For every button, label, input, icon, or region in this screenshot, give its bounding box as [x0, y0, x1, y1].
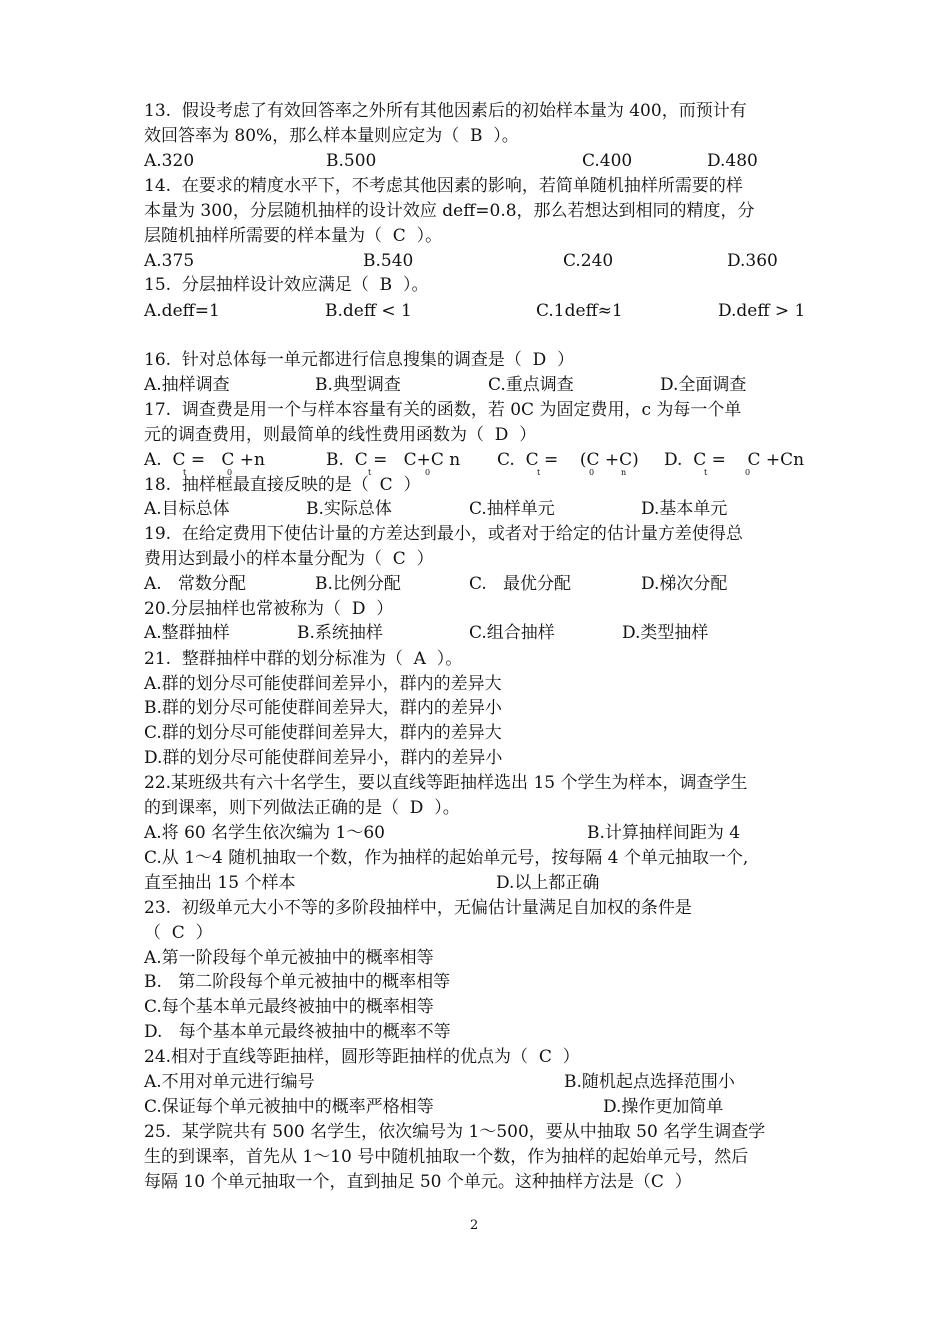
question-15-option-a: A.deff=1	[144, 301, 220, 321]
question-21-line-1: 21. 整群抽样中群的划分标准为（ A ）。	[144, 649, 463, 669]
question-23-option-d: D. 每个基本单元最终被抽中的概率不等	[144, 1022, 451, 1042]
formula-subscript: t	[183, 468, 187, 477]
question-19-option-c: C. 最优分配	[469, 574, 572, 594]
question-20-option-c: C.组合抽样	[469, 623, 555, 643]
question-21-option-d: D.群的划分尽可能使群间差异小，群内的差异小	[144, 748, 503, 768]
question-14-line-1: 14. 在要求的精度水平下，不考虑其他因素的影响，若简单随机抽样所需要的样	[144, 176, 743, 196]
question-18-option-c: C.抽样单元	[469, 499, 555, 519]
question-15-option-d: D.deff > 1	[718, 301, 806, 321]
question-22-option-d: D.以上都正确	[496, 873, 600, 893]
question-23-option-c: C.每个基本单元最终被抽中的概率相等	[144, 997, 434, 1017]
question-23-option-b: B. 第二阶段每个单元被抽中的概率相等	[144, 972, 451, 992]
question-20-option-b: B.系统抽样	[297, 623, 383, 643]
question-22-option-c-continued: 直至抽出 15 个样本	[144, 873, 296, 893]
question-17-option-b: B. C = C+C n	[326, 450, 461, 470]
formula-subscript: n	[621, 468, 627, 477]
question-22-line-1: 22.某班级共有六十名学生，要以直线等距抽样选出 15 个学生为样本，调查学生	[144, 773, 748, 793]
formula-subscript: 0	[227, 468, 233, 477]
question-19-line-1: 19. 在给定费用下使估计量的方差达到最小，或者对于给定的估计量方差使得总	[144, 524, 743, 544]
question-14-option-b: B.540	[363, 251, 414, 271]
question-13-line-1: 13. 假设考虑了有效回答率之外所有其他因素后的初始样本量为 400，而预计有	[144, 101, 747, 121]
formula-subscript: t	[704, 468, 708, 477]
question-23-option-a: A.第一阶段每个单元被抽中的概率相等	[144, 948, 434, 968]
question-22-option-c: C.从 1～4 随机抽取一个数，作为抽样的起始单元号，按每隔 4 个单元抽取一个,	[144, 848, 749, 868]
question-19-option-a: A. 常数分配	[144, 574, 246, 594]
question-25-line-2: 生的到课率，首先从 1～10 号中随机抽取一个数，作为抽样的起始单元号，然后	[144, 1147, 749, 1167]
page-number: 2	[470, 1218, 479, 1233]
question-18-option-d: D.基本单元	[641, 499, 728, 519]
question-19-line-2: 费用达到最小的样本量分配为（ C ）	[144, 549, 434, 569]
question-14-option-c: C.240	[563, 251, 614, 271]
question-19-option-b: B.比例分配	[315, 574, 401, 594]
question-16-option-c: C.重点调查	[488, 375, 574, 395]
formula-subscript: 0	[745, 468, 751, 477]
question-15-option-c: C.1deff≈1	[536, 301, 623, 321]
question-24-option-d: D.操作更加简单	[603, 1097, 724, 1117]
question-16-line-1: 16. 针对总体每一单元都进行信息搜集的调查是（ D ）	[144, 350, 575, 370]
formula-subscript: 0	[589, 468, 595, 477]
question-20-option-d: D.类型抽样	[622, 623, 709, 643]
question-20-option-a: A.整群抽样	[144, 623, 230, 643]
question-20-line-1: 20.分层抽样也常被称为（ D ）	[144, 599, 394, 619]
question-24-option-b: B.随机起点选择范围小	[564, 1072, 735, 1092]
question-13-option-a: A.320	[144, 151, 195, 171]
question-13-line-2: 效回答率为 80%，那么样本量则应定为（ B ）。	[144, 126, 519, 146]
question-22-option-b: B.计算抽样间距为 4	[587, 823, 741, 843]
question-14-option-d: D.360	[727, 251, 778, 271]
question-17-line-1: 17. 调查费是用一个与样本容量有关的函数，若 0C 为固定费用，c 为每一个单	[144, 400, 742, 420]
formula-subscript: t	[368, 468, 372, 477]
question-15-option-b: B.deff < 1	[325, 301, 412, 321]
formula-subscript: 0	[425, 468, 431, 477]
question-13-option-d: D.480	[707, 151, 758, 171]
question-25-line-3: 每隔 10 个单元抽取一个，直到抽足 50 个单元。这种抽样方法是（C ）	[144, 1172, 692, 1192]
question-14-option-a: A.375	[144, 251, 195, 271]
question-21-option-b: B.群的划分尽可能使群间差异大，群内的差异小	[144, 698, 502, 718]
question-22-line-2: 的到课率，则下列做法正确的是（ D ）。	[144, 798, 460, 818]
question-23-line-2: （ C ）	[144, 923, 213, 943]
question-17-line-2: 元的调查费用，则最简单的线性费用函数为（ D ）	[144, 425, 537, 445]
question-24-line-1: 24.相对于直线等距抽样，圆形等距抽样的优点为（ C ）	[144, 1047, 580, 1067]
question-25-line-1: 25. 某学院共有 500 名学生，依次编号为 1～500，要从中抽取 50 名学生调查学	[144, 1122, 766, 1142]
question-18-line-1: 18. 抽样框最直接反映的是（ C ）	[144, 475, 421, 495]
question-21-option-a: A.群的划分尽可能使群间差异小，群内的差异大	[144, 674, 502, 694]
question-16-option-b: B.典型调查	[315, 375, 401, 395]
question-24-option-a: A.不用对单元进行编号	[144, 1072, 315, 1092]
question-18-option-b: B.实际总体	[306, 499, 392, 519]
question-22-option-a: A.将 60 名学生依次编为 1～60	[144, 823, 385, 843]
question-21-option-c: C.群的划分尽可能使群间差异大，群内的差异大	[144, 723, 502, 743]
question-17-option-d: D. C = C +Cn	[664, 450, 805, 470]
question-17-option-c: C. C = (C +C)	[497, 450, 639, 470]
question-15-line-1: 15. 分层抽样设计效应满足（ B ）。	[144, 275, 429, 295]
question-24-option-c: C.保证每个单元被抽中的概率严格相等	[144, 1097, 434, 1117]
question-19-option-d: D.梯次分配	[641, 574, 728, 594]
question-13-option-b: B.500	[326, 151, 377, 171]
question-17-option-a: A. C = C +n	[144, 450, 265, 470]
question-14-line-3: 层随机抽样所需要的样本量为（ C ）。	[144, 226, 443, 246]
question-23-line-1: 23. 初级单元大小不等的多阶段抽样中，无偏估计量满足自加权的条件是	[144, 898, 692, 918]
question-16-option-d: D.全面调查	[660, 375, 747, 395]
question-14-line-2: 本量为 300，分层随机抽样的设计效应 deff=0.8，那么若想达到相同的精度，分	[144, 201, 755, 221]
formula-subscript: t	[537, 468, 541, 477]
question-18-option-a: A.目标总体	[144, 499, 230, 519]
question-13-option-c: C.400	[582, 151, 633, 171]
question-16-option-a: A.抽样调查	[144, 375, 230, 395]
